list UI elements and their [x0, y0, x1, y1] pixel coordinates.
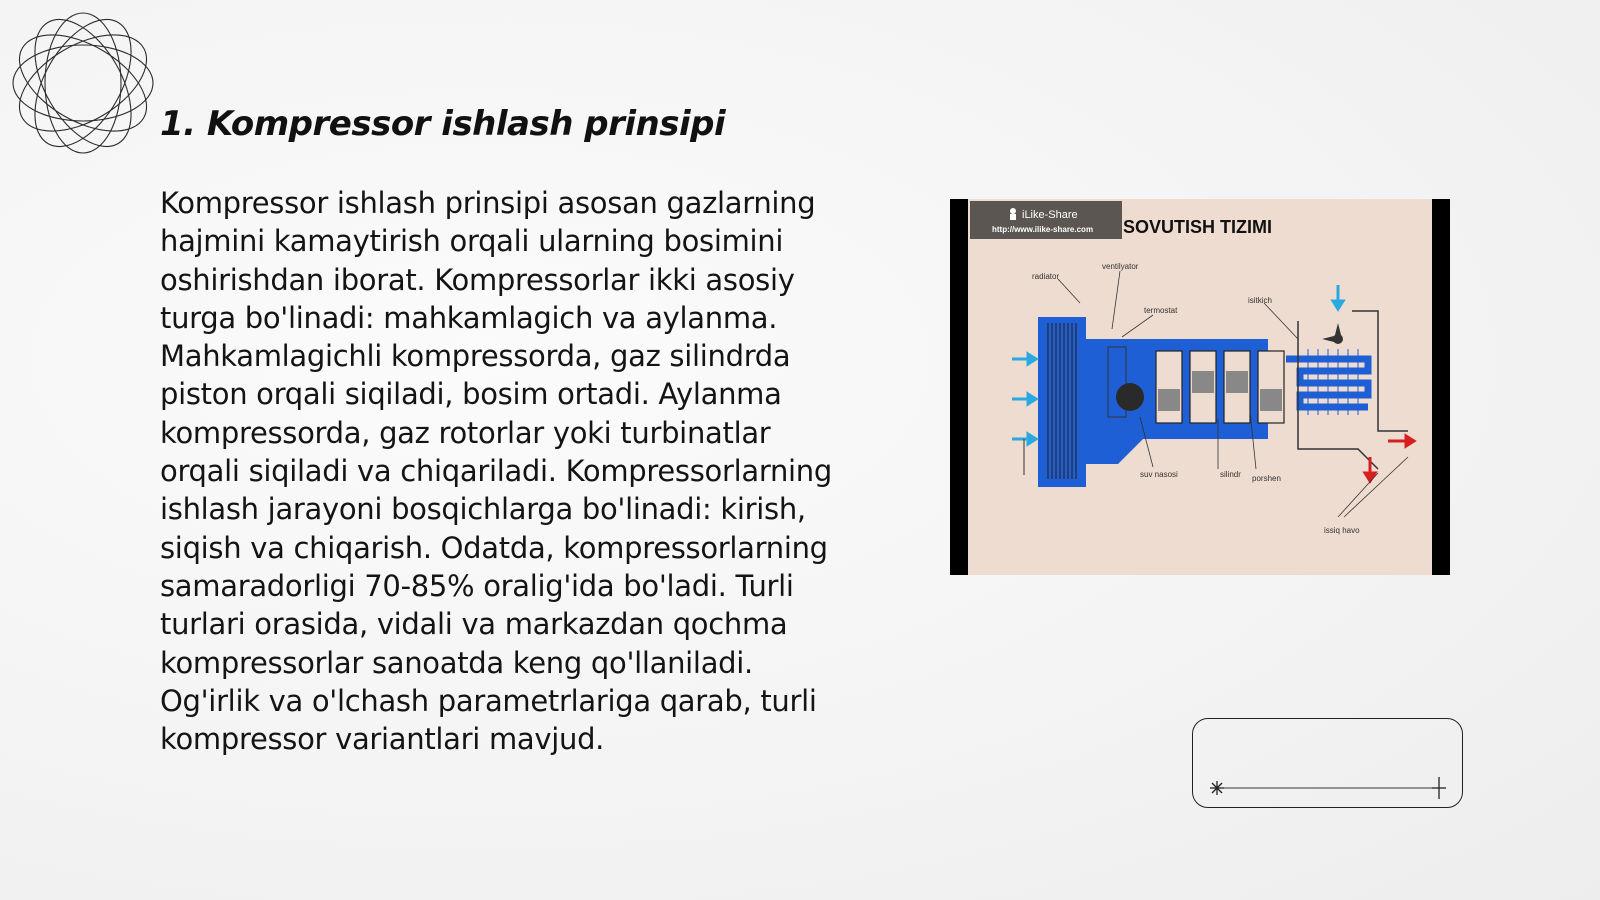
air-duct	[1298, 311, 1408, 469]
label-suv-nasosi: suv nasosi	[1140, 470, 1178, 479]
decorative-slider-frame	[1192, 718, 1463, 808]
cross-star-icon	[1432, 777, 1446, 799]
label-silindr: silindr	[1220, 470, 1241, 479]
label-termostat: termostat	[1144, 306, 1178, 315]
spirograph-decoration	[8, 8, 158, 158]
ilike-share-logo	[970, 201, 1122, 239]
radiator-shape	[1038, 317, 1086, 487]
slide-title: 1. Kompressor ishlash prinsipi	[160, 104, 726, 144]
cooling-system-diagram	[968, 199, 1432, 575]
logo-icon	[1006, 207, 1020, 221]
logo-name: iLike-Share	[1022, 209, 1078, 221]
label-porshen: porshen	[1252, 474, 1281, 483]
label-isitkich: isitkich	[1248, 296, 1273, 305]
figure-canvas	[968, 199, 1432, 575]
label-issiq-havo: issiq havo	[1324, 526, 1360, 535]
logo-url: http://www.ilike-share.com	[992, 225, 1094, 234]
label-ventilator: ventilyator	[1102, 262, 1139, 271]
sparkle-icon	[1210, 781, 1224, 795]
figure-title: SOVUTISH TIZIMI	[1123, 217, 1273, 237]
label-radiator: radiator	[1032, 272, 1060, 281]
slide-body-text: Kompressor ishlash prinsipi asosan gazlarning hajmini kamaytirish orqali ularning bosimini oshirishdan iborat. Kompressorlar ikki asosiy turga bo'linadi: mahkamlagich va aylanma. Mahkamlagichli kompressorda, gaz silindrda piston orqali siqiladi, bosim ortadi. Aylanma kompressorda, gaz rotorlar yoki turbinatlar orqali siqiladi va chiqariladi. Kompressorlarning ishlash jarayoni bosqichlarga bo'linadi: kirish, siqish va chiqarish. Odatda, kompressorlarning samaradorligi 70-85% oralig'ida bo'ladi. Turli turlari orasida, vidali va markazdan qochma kompressorlar sanoatda keng qo'llaniladi. Og'irlik va o'lchash parametrlariga qarab, turli kompressor variantlari mavjud.	[160, 186, 832, 757]
heater-fan	[1322, 323, 1343, 344]
cooling-system-figure	[950, 199, 1450, 575]
slider-line	[1193, 719, 1464, 809]
